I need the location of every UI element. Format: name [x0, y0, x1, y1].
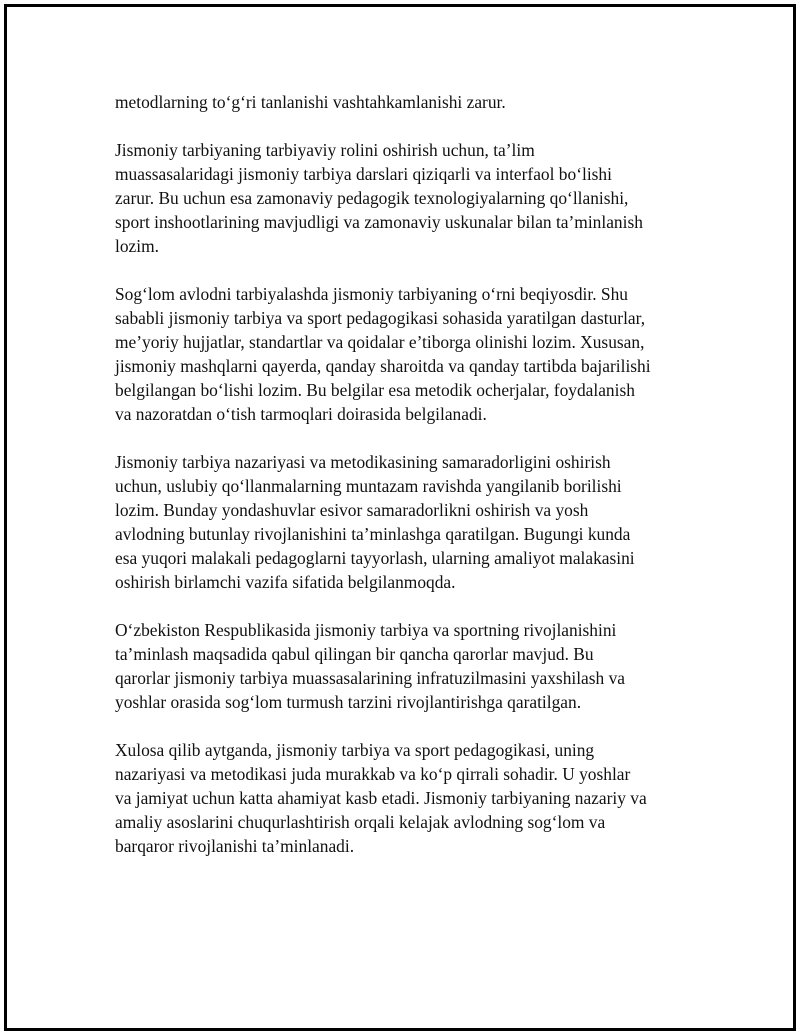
text-line: sababli jismoniy tarbiya va sport pedagogikasi sohasida yaratilgan dasturlar, [115, 308, 646, 328]
text-line: oshirish birlamchi vazifa sifatida belgilanmoqda. [115, 572, 456, 592]
text-line: nazariyasi va metodikasi juda murakkab va ko‘p qirrali sohadir. U yoshlar [115, 764, 631, 784]
paragraph-role-of-pe [115, 138, 695, 258]
paragraph-conclusion [115, 738, 695, 858]
text-line: uchun, uslubiy qo‘llanmalarning muntazam ravishda yangilanib borilishi [115, 476, 622, 496]
paragraph-continuation [115, 90, 695, 114]
text-line: Jismoniy tarbiyaning tarbiyaviy rolini oshirish uchun, ta’lim [115, 140, 535, 160]
text-line: jismoniy mashqlarni qayerda, qanday sharoitda va qanday tartibda bajarilishi [115, 356, 651, 376]
text-line: zarur. Bu uchun esa zamonaviy pedagogik texnologiyalarning qo‘llanishi, [115, 188, 629, 208]
text-line: O‘zbekiston Respublikasida jismoniy tarbiya va sportning rivojlanishini [115, 620, 617, 640]
text-line: va nazoratdan o‘tish tarmoqlari doirasida belgilanadi. [115, 404, 487, 424]
text-line: va jamiyat uchun katta ahamiyat kasb etadi. Jismoniy tarbiyaning nazariy va [115, 788, 647, 808]
text-line: esa yuqori malakali pedagoglarni tayyorlash, ularning amaliyot malakasini [115, 548, 635, 568]
paragraph-uzbekistan [115, 618, 695, 714]
text-line: lozim. Bunday yondashuvlar esivor samaradorlikni oshirish va yosh [115, 500, 589, 520]
text-line: metodlarning to‘g‘ri tanlanishi vashtahkamlanishi zarur. [115, 92, 506, 112]
text-line: belgilangan bo‘lishi lozim. Bu belgilar esa metodik ocherjalar, foydalanish [115, 380, 635, 400]
text-line: ta’minlash maqsadida qabul qilingan bir qancha qarorlar mavjud. Bu [115, 644, 594, 664]
text-line: Sog‘lom avlodni tarbiyalashda jismoniy tarbiyaning o‘rni beqiyosdir. Shu [115, 284, 628, 304]
text-line: muassasalaridagi jismoniy tarbiya darslari qiziqarli va interfaol bo‘lishi [115, 164, 612, 184]
text-line: Jismoniy tarbiya nazariyasi va metodikasining samaradorligini oshirish [115, 452, 611, 472]
text-line: amaliy asoslarini chuqurlashtirish orqali kelajak avlodning sog‘lom va [115, 812, 606, 832]
text-line: avlodning butunlay rivojlanishini ta’minlashga qaratilgan. Bugungi kunda [115, 524, 631, 544]
paragraph-methodology [115, 450, 695, 594]
text-line: lozim. [115, 236, 159, 256]
text-line: qarorlar jismoniy tarbiya muassasalarining infratuzilmasini yaxshilash va [115, 668, 625, 688]
document-body [115, 90, 695, 882]
text-line: me’yoriy hujjatlar, standartlar va qoidalar e’tiborga olinishi lozim. Xususan, [115, 332, 645, 352]
paragraph-healthy-generation [115, 282, 695, 426]
text-line: sport inshootlarining mavjudligi va zamonaviy uskunalar bilan ta’minlanish [115, 212, 643, 232]
text-line: barqaror rivojlanishi ta’minlanadi. [115, 836, 355, 856]
text-line: yoshlar orasida sog‘lom turmush tarzini rivojlantirishga qaratilgan. [115, 692, 582, 712]
text-line: Xulosa qilib aytganda, jismoniy tarbiya va sport pedagogikasi, uning [115, 740, 595, 760]
